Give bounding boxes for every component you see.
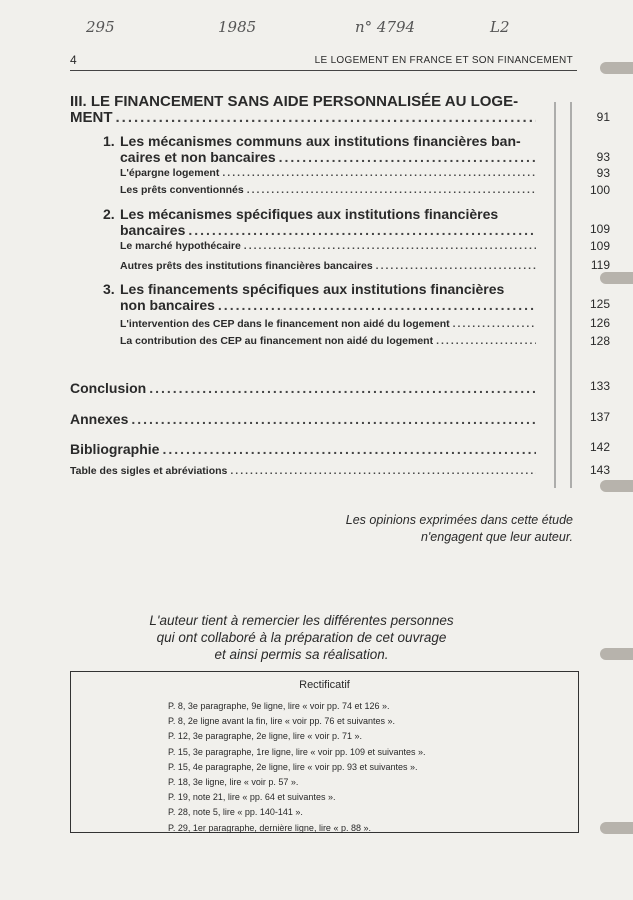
rectificatif-line: P. 28, note 5, lire « pp. 140-141 ». <box>168 807 303 818</box>
toc-item: L'épargne logement ..... <box>120 167 536 179</box>
toc-sub-number: 1. <box>103 133 115 149</box>
toc-item: Les prêts conventionnés ..... <box>120 184 536 196</box>
rectificatif-line: P. 8, 3e paragraphe, 9e ligne, lire « voir pp. 74 et 126 ». <box>168 701 390 711</box>
toc-subsection-page: 109 <box>589 222 610 236</box>
toc-item-page: 119 <box>590 258 610 272</box>
toc-bibliographie-page: 142 <box>589 440 610 454</box>
toc-annexes-page: 137 <box>589 410 610 424</box>
rectificatif-box <box>70 671 579 833</box>
handwritten-note-number: n° 4794 <box>355 18 416 36</box>
toc-sub-number: 3. <box>103 281 115 297</box>
rectificatif-line: P. 15, 3e paragraphe, 1re ligne, lire « voir pp. 109 et suivantes ». <box>168 746 426 757</box>
toc-annexes: Annexes ..... <box>70 411 536 427</box>
binding-marks <box>554 102 572 488</box>
rectificatif-line: P. 15, 4e paragraphe, 2e ligne, lire « voir pp. 93 et suivantes ». <box>168 761 418 772</box>
toc-item: L'intervention des CEP dans le financement non aidé du logement ..... <box>120 318 536 330</box>
page-number: 4 <box>70 53 77 67</box>
binder-ring <box>600 648 633 660</box>
disclaimer-line: Les opinions exprimées dans cette étude <box>345 513 573 527</box>
toc-item-page: 126 <box>589 316 610 330</box>
toc-sigles-page: 143 <box>589 463 610 477</box>
binder-ring <box>600 822 633 834</box>
acknowledgement-line: et ainsi permis sa réalisation. <box>214 647 389 662</box>
binder-ring <box>600 272 633 284</box>
toc-item: Le marché hypothécaire ..... <box>120 240 536 252</box>
toc-item-page: 93 <box>596 166 610 180</box>
rectificatif-line: P. 8, 2e ligne avant la fin, lire « voir pp. 76 et suivantes ». <box>168 716 395 727</box>
toc-subsection-title-cont: bancaires ..... <box>120 222 536 238</box>
header-rule <box>70 70 577 71</box>
rectificatif-line: P. 12, 3e paragraphe, 2e ligne, lire « voir p. 71 ». <box>168 731 362 742</box>
toc-conclusion: Conclusion ..... <box>70 380 536 396</box>
handwritten-note-left: 295 <box>86 18 115 36</box>
rectificatif-list <box>71 699 578 836</box>
rectificatif-line: P. 19, note 21, lire « pp. 64 et suivantes ». <box>168 792 336 803</box>
running-head: LE LOGEMENT EN FRANCE ET SON FINANCEMENT <box>314 55 573 66</box>
toc-subsection-title-cont: non bancaires ..... <box>120 297 536 313</box>
toc-sigles: Table des sigles et abréviations ..... <box>70 465 536 477</box>
toc-item: La contribution des CEP au financement non aidé du logement ..... <box>120 335 536 347</box>
toc-subsection-title: Les mécanismes spécifiques aux institutions financières <box>120 206 499 222</box>
toc-section-title: III. LE FINANCEMENT SANS AIDE PERSONNALISÉE AU LOGE- <box>70 93 519 110</box>
toc-subsection-page: 125 <box>589 297 610 311</box>
acknowledgement-line: qui ont collaboré à la préparation de cet ouvrage <box>156 630 447 645</box>
binder-ring <box>600 62 633 74</box>
toc-item-page: 109 <box>589 239 610 253</box>
disclaimer <box>346 512 573 546</box>
toc-subsection-title: Les mécanismes communs aux institutions financières ban- <box>120 133 521 149</box>
acknowledgement-line: L'auteur tient à remercier les différentes personnes <box>149 613 454 628</box>
binder-ring <box>600 480 633 492</box>
toc-section-title-cont: MENT ..... <box>70 109 536 126</box>
toc-section-page: 91 <box>596 110 610 124</box>
toc-subsection-title: Les financements spécifiques aux institutions financières <box>120 281 505 297</box>
toc-conclusion-page: 133 <box>589 379 610 393</box>
disclaimer-line: n'engagent que leur auteur. <box>420 530 573 544</box>
rectificatif-line: P. 18, 3e ligne, lire « voir p. 57 ». <box>168 777 299 788</box>
handwritten-note-corner: L2 <box>490 18 510 36</box>
rectificatif-line: P. 29, 1er paragraphe, dernière ligne, lire « p. 88 ». <box>168 822 371 833</box>
toc-item: Autres prêts des institutions financières bancaires ..... <box>120 260 536 272</box>
toc-item-page: 128 <box>589 334 610 348</box>
toc-sub-number: 2. <box>103 206 115 222</box>
toc-subsection-title-cont: caires et non bancaires ..... <box>120 149 536 165</box>
toc-subsection-page: 93 <box>596 150 610 164</box>
toc-bibliographie: Bibliographie ..... <box>70 441 536 457</box>
rectificatif-title: Rectificatif <box>299 679 350 691</box>
acknowledgement <box>70 612 533 663</box>
handwritten-note-year: 1985 <box>218 18 257 36</box>
toc-item-page: 100 <box>589 183 610 197</box>
